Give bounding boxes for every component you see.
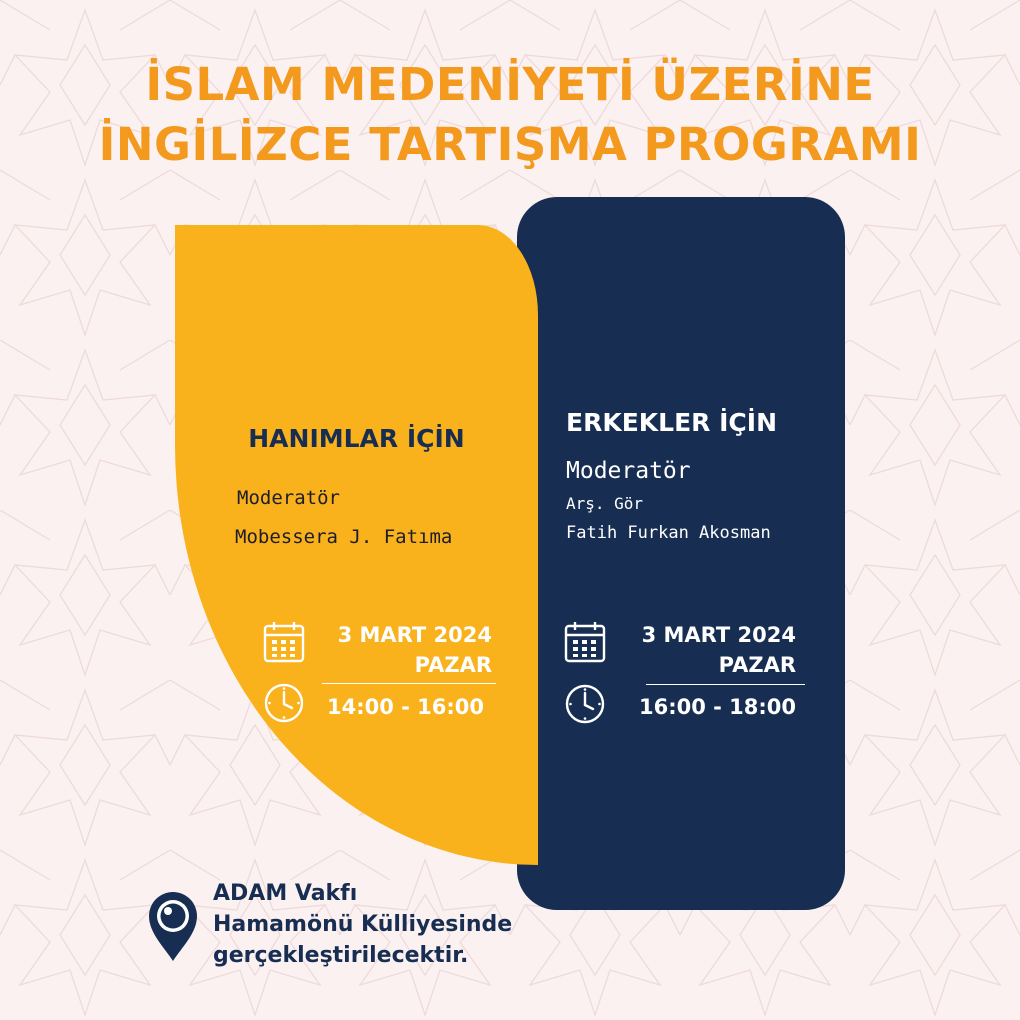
venue-line3: gerçekleştirilecektir. [213, 943, 469, 968]
men-moderator-name: Fatih Furkan Akosman [566, 523, 771, 543]
venue-line1: ADAM Vakfı [213, 881, 358, 906]
venue-text [213, 878, 512, 971]
women-day: PAZAR [414, 653, 492, 677]
men-moderator-label: Moderatör [566, 458, 691, 484]
men-date: 3 MART 2024 [641, 623, 796, 647]
women-separator [322, 683, 496, 684]
venue-line2: Hamamönü Külliyesinde [213, 912, 513, 937]
women-date-block [300, 620, 492, 680]
women-heading: HANIMLAR İÇİN [248, 424, 465, 453]
women-moderator-label: Moderatör [237, 487, 340, 509]
clock-icon [263, 682, 305, 724]
women-time: 14:00 - 16:00 [326, 695, 484, 719]
page-title-line1: İSLAM MEDENİYETİ ÜZERİNE [145, 58, 875, 111]
women-moderator-name: Mobessera J. Fatıma [235, 526, 453, 548]
men-date-block [604, 620, 796, 680]
calendar-icon [563, 620, 607, 664]
location-pin-icon [146, 889, 200, 963]
men-day: PAZAR [718, 653, 796, 677]
women-date: 3 MART 2024 [337, 623, 492, 647]
clock-icon [564, 683, 606, 725]
page-title-line2: İNGİLİZCE TARTIŞMA PROGRAMI [98, 118, 922, 171]
men-moderator-title: Arş. Gör [566, 494, 644, 513]
men-heading: ERKEKLER İÇİN [566, 408, 777, 437]
men-time: 16:00 - 18:00 [638, 695, 796, 719]
men-separator [646, 684, 805, 685]
men-session-card [517, 197, 845, 910]
